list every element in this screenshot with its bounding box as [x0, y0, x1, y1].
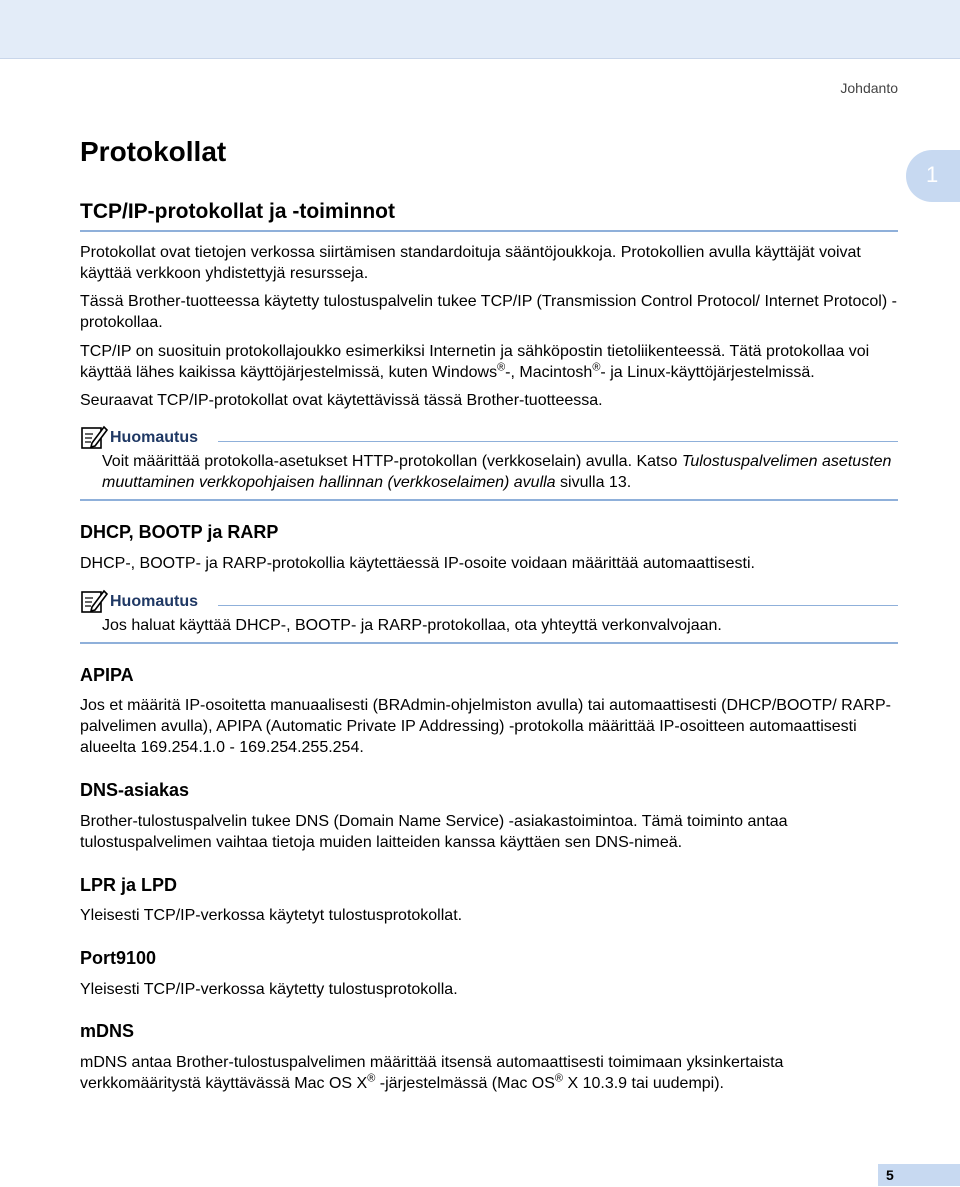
tcpip-support-paragraph: Tässä Brother-tuotteessa käytetty tulostuspalvelin tukee TCP/IP (Transmission Control Protocol/ Internet Protocol) -protokollaa. [80, 293, 897, 331]
note-text: Jos haluat käyttää DHCP-, BOOTP- ja RARP-protokollaa, ota yhteyttä verkonvalvojaan. [102, 617, 722, 634]
available-protocols-paragraph: Seuraavat TCP/IP-protokollat ovat käytettävissä tässä Brother-tuotteessa. [80, 392, 603, 409]
note-end-rule [80, 499, 898, 501]
dns-text: Brother-tulostuspalvelin tukee DNS (Domain Name Service) -asiakastoimintoa. Tämä toiminto antaa tulostuspalvelimen vaihtaa tietoja muiden laitteiden kanssa käyttäen sen DNS-nimeä. [80, 813, 788, 851]
apipa-text: Jos et määritä IP-osoitetta manuaalisesti (BRAdmin-ohjelmiston avulla) tai automaattisesti (DHCP/BOOTP/ RARP-palvelimen avulla), APIPA (Automatic Private IP Addressing) -protokolla määrittää IP-osoitteen automaattisesti alueelta 169.254.1.0 - 169.254.255.254. [80, 697, 891, 756]
page-title: Protokollat [80, 136, 227, 167]
port9100-heading: Port9100 [80, 948, 157, 968]
lpr-text: Yleisesti TCP/IP-verkossa käytetyt tulostusprotokollat. [80, 907, 463, 924]
apipa-heading: APIPA [80, 665, 134, 685]
note-header [80, 423, 898, 451]
chapter-tab [906, 150, 960, 202]
note-text: Voit määrittää protokolla-asetukset HTTP-protokollan (verkkoselain) avulla. Katso Tulostuspalvelimen asetusten muuttaminen verkkopohjaisen hallinnan (verkkoselaimen) avulla sivulla 13. [102, 453, 892, 491]
intro-paragraph: Protokollat ovat tietojen verkossa siirtämisen standardoituja sääntöjoukkoja. Protokollien avulla käyttäjät voivat käyttää verkkoon yhdistettyjä resursseja. [80, 244, 861, 282]
pencil-note-icon [80, 423, 108, 451]
chapter-number: 1 [926, 162, 939, 187]
page-number-tab [878, 1164, 960, 1186]
running-header: Johdanto [840, 80, 898, 96]
tcpip-popular-paragraph: TCP/IP on suosituin protokollajoukko esimerkiksi Internetin ja sähköpostin tietoliikenteessä. Tätä protokollaa voi käyttää lähes kaikissa käyttöjärjestelmissä, kuten Windows®-, Macintosh®- ja Linux-käyttöjärjestelmissä. [80, 343, 870, 381]
note-end-rule [80, 642, 898, 644]
mdns-text: mDNS antaa Brother-tulostuspalvelimen määrittää itsensä automaattisesti toimimaan yksinkertaista verkkomääritystä käyttävässä Mac OS X® -järjestelmässä (Mac OS® X 10.3.9 tai uudempi). [80, 1054, 784, 1092]
dhcp-text: DHCP-, BOOTP- ja RARP-protokollia käytettäessä IP-osoite voidaan määrittää automaattisesti. [80, 555, 755, 572]
note-label: Huomautus [110, 429, 198, 446]
mdns-heading: mDNS [80, 1021, 135, 1041]
top-band [0, 0, 960, 59]
note-line [218, 441, 898, 442]
page-number: 5 [886, 1167, 894, 1183]
port9100-text: Yleisesti TCP/IP-verkossa käytetty tulostusprotokolla. [80, 981, 458, 998]
section-heading: TCP/IP-protokollat ja -toiminnot [80, 200, 395, 223]
pencil-note-icon [80, 587, 108, 615]
lpr-heading: LPR ja LPD [80, 875, 178, 895]
cross-reference: Tulostuspalvelimen asetusten muuttaminen verkkopohjaisen hallinnan (verkkoselaimen) avulla [102, 453, 892, 491]
dhcp-heading: DHCP, BOOTP ja RARP [80, 522, 279, 542]
note-line [218, 605, 898, 606]
note-label: Huomautus [110, 593, 198, 610]
section-rule [80, 230, 898, 232]
dns-heading: DNS-asiakas [80, 780, 190, 800]
note-header [80, 587, 898, 615]
